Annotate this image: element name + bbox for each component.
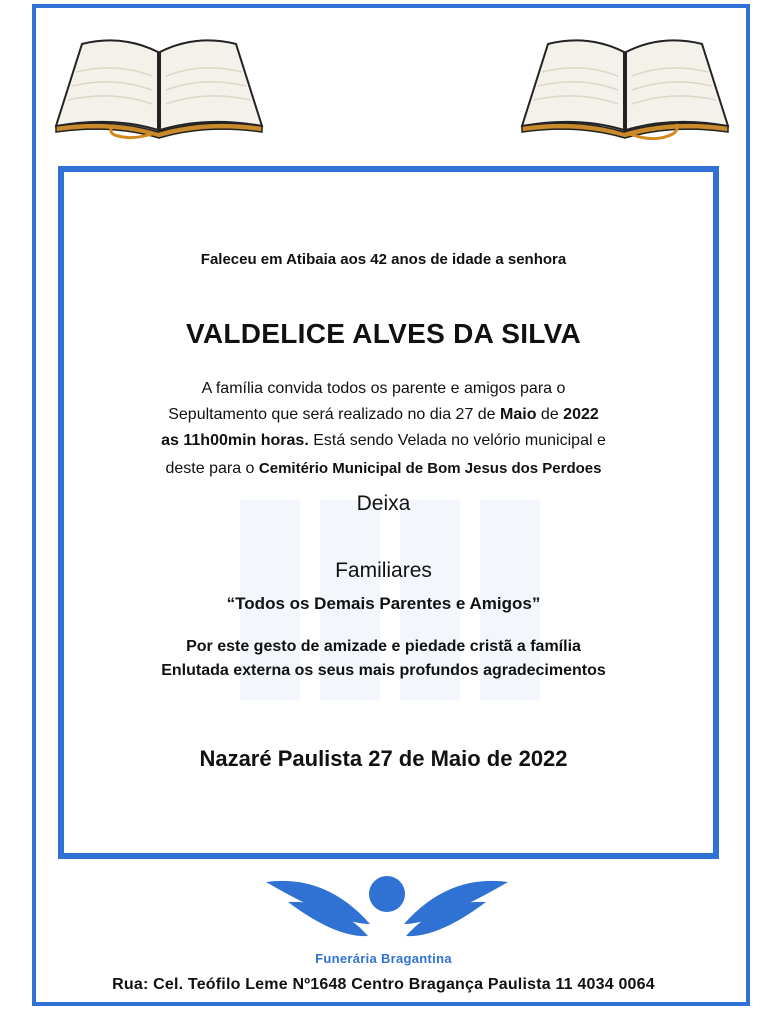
invite-line-2: Sepultamento que será realizado no dia 27 de Maio de 2022	[168, 406, 599, 423]
dateline: Nazaré Paulista 27 de Maio de 2022	[199, 746, 568, 771]
open-bible-icon-left	[52, 30, 266, 140]
brand-name: Funerária Bragantina	[315, 951, 452, 966]
invite-line-3: as 11h00min horas. Está sendo Velada no velório municipal e	[161, 432, 606, 449]
family-label: Familiares	[335, 559, 432, 582]
leaves-label: Deixa	[356, 492, 411, 515]
open-bible-icon-right	[518, 30, 732, 140]
funeral-home-logo	[266, 868, 508, 946]
thanks-line-2: Enlutada externa os seus mais profundos agradecimentos	[161, 662, 606, 679]
invite-line-4: deste para o Cemitério Municipal de Bom Jesus dos Perdoes	[165, 460, 602, 477]
family-quote: “Todos os Demais Parentes e Amigos”	[226, 594, 541, 613]
intro-text: Faleceu em Atibaia aos 42 anos de idade a senhora	[200, 251, 567, 268]
invite-line-1: A família convida todos os parente e amigos para o	[201, 380, 566, 397]
address-line: Rua: Cel. Teófilo Leme Nº1648 Centro Bragança Paulista 11 4034 0064	[112, 976, 655, 993]
thanks-line-1: Por este gesto de amizade e piedade cristã a família	[186, 638, 581, 655]
deceased-name: VALDELICE ALVES DA SILVA	[185, 318, 582, 349]
